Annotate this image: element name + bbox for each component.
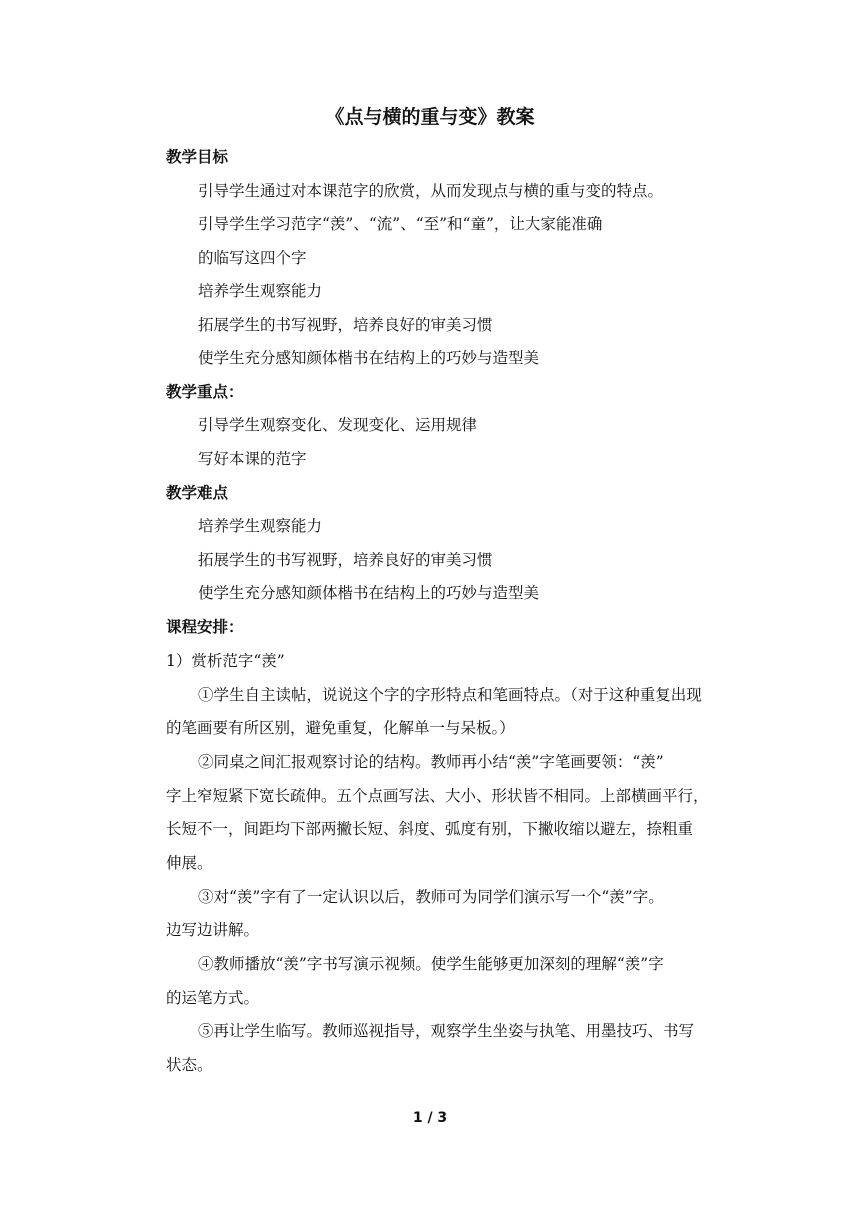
- paragraph-line: 状态。: [166, 1056, 213, 1074]
- paragraph-line: ①学生自主读帖，说说这个字的字形特点和笔画特点。（对于这种重复出现: [198, 686, 702, 704]
- key-point-item: 写好本课的范字: [198, 450, 307, 468]
- difficulty-item: 拓展学生的书写视野，培养良好的审美习惯: [198, 551, 493, 569]
- difficulty-item: 培养学生观察能力: [198, 517, 323, 535]
- heading-key-points: 教学重点：: [166, 383, 244, 401]
- paragraph-line: 长短不一，间距均下部两撇长短、斜度、弧度有别，下撇收缩以避左，捺粗重: [166, 820, 694, 838]
- goal-item: 引导学生学习范字“羡”、“流”、“至”和“童”，让大家能准确: [198, 215, 603, 233]
- paragraph-line: 字上窄短紧下宽长疏伸。五个点画写法、大小、形状皆不相同。上部横画平行，: [166, 787, 709, 805]
- paragraph-line: 边写边讲解。: [166, 921, 260, 939]
- heading-teaching-goals: 教学目标: [166, 148, 229, 166]
- heading-schedule: 课程安排：: [166, 618, 244, 636]
- key-point-item: 引导学生观察变化、发现变化、运用规律: [198, 416, 478, 434]
- paragraph-line: 的运笔方式。: [166, 989, 260, 1007]
- goal-item: 的临写这四个字: [198, 249, 307, 267]
- goal-item: 培养学生观察能力: [198, 282, 323, 300]
- heading-difficulties: 教学难点: [166, 484, 229, 502]
- paragraph-line: ④教师播放“羡”字书写演示视频。使学生能够更加深刻的理解“羡”字: [198, 955, 664, 973]
- schedule-subheading: 1）赏析范字“羡”: [166, 652, 285, 670]
- goal-item: 使学生充分感知颜体楷书在结构上的巧妙与造型美: [198, 349, 540, 367]
- goal-item: 引导学生通过对本课范字的欣赏，从而发现点与横的重与变的特点。: [198, 182, 664, 200]
- difficulty-item: 使学生充分感知颜体楷书在结构上的巧妙与造型美: [198, 584, 540, 602]
- paragraph-line: ③对“羡”字有了一定认识以后，教师可为同学们演示写一个“羡”字。: [198, 888, 664, 906]
- paragraph-line: 的笔画要有所区别，避免重复，化解单一与呆板。）: [166, 719, 515, 737]
- paragraph-line: ②同桌之间汇报观察讨论的结构。教师再小结“羡”字笔画要领：“羡”: [198, 753, 664, 771]
- paragraph-line: 伸展。: [166, 854, 213, 872]
- paragraph-line: ⑤再让学生临写。教师巡视指导，观察学生坐姿与执笔、用墨技巧、书写: [198, 1022, 695, 1040]
- document-title: 《点与横的重与变》教案: [325, 106, 535, 128]
- goal-item: 拓展学生的书写视野，培养良好的审美习惯: [198, 316, 493, 334]
- page-number: 1 / 3: [412, 1110, 448, 1126]
